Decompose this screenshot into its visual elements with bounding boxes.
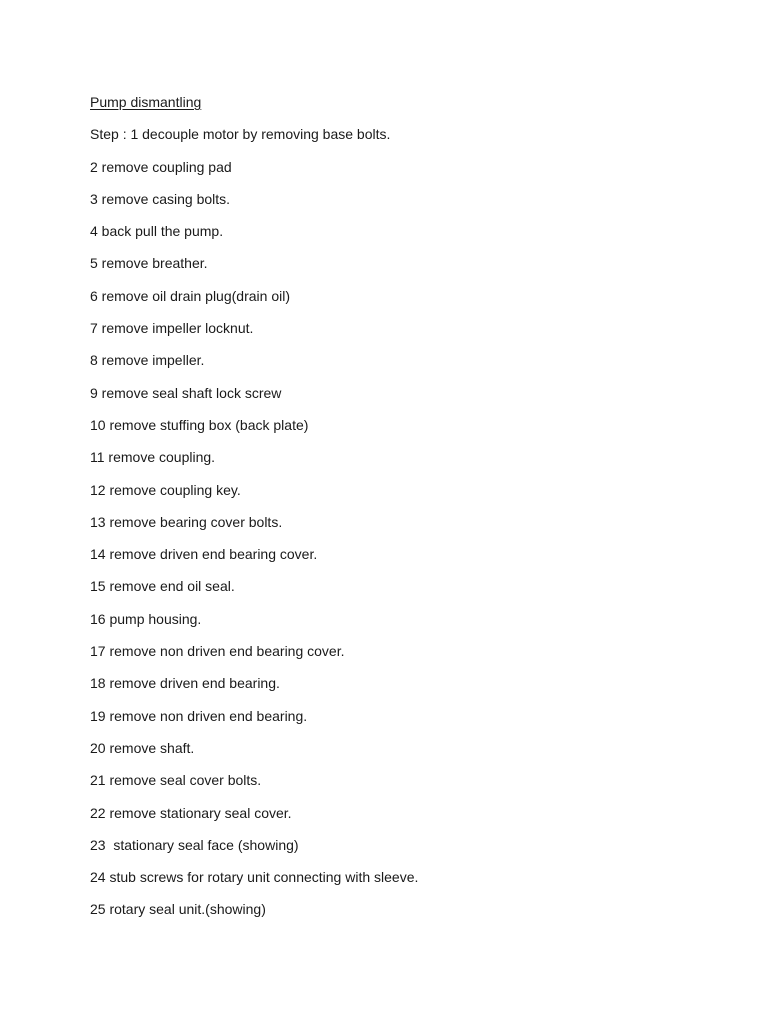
step-line: 16 pump housing. bbox=[90, 610, 202, 627]
step-line: Step : 1 decouple motor by removing base bolts. bbox=[90, 126, 391, 143]
step-line: 14 remove driven end bearing cover. bbox=[90, 546, 318, 563]
step-line: 21 remove seal cover bolts. bbox=[90, 772, 262, 789]
step-line: 5 remove breather. bbox=[90, 255, 208, 272]
step-line: 11 remove coupling. bbox=[90, 449, 216, 466]
step-line: 13 remove bearing cover bolts. bbox=[90, 513, 283, 530]
step-line: 4 back pull the pump. bbox=[90, 223, 224, 240]
step-line: 7 remove impeller locknut. bbox=[90, 320, 254, 337]
step-line: 19 remove non driven end bearing. bbox=[90, 707, 308, 724]
step-line: 8 remove impeller. bbox=[90, 352, 205, 369]
step-line: 18 remove driven end bearing. bbox=[90, 675, 280, 692]
step-line: 6 remove oil drain plug(drain oil) bbox=[90, 287, 290, 304]
document-body bbox=[90, 92, 730, 932]
step-line: 23 stationary seal face (showing) bbox=[90, 836, 299, 853]
step-line: 22 remove stationary seal cover. bbox=[90, 804, 292, 821]
step-line: 17 remove non driven end bearing cover. bbox=[90, 643, 345, 660]
step-line: 9 remove seal shaft lock screw bbox=[90, 384, 282, 401]
step-line: 12 remove coupling key. bbox=[90, 481, 241, 498]
document-title: Pump dismantling bbox=[90, 94, 202, 110]
step-line: 2 remove coupling pad bbox=[90, 158, 232, 175]
step-line: 15 remove end oil seal. bbox=[90, 578, 235, 595]
step-line: 25 rotary seal unit.(showing) bbox=[90, 901, 266, 918]
step-line: 20 remove shaft. bbox=[90, 739, 195, 756]
step-line: 3 remove casing bolts. bbox=[90, 190, 231, 207]
step-line: 10 remove stuffing box (back plate) bbox=[90, 416, 309, 433]
step-line: 24 stub screws for rotary unit connecting with sleeve. bbox=[90, 869, 419, 886]
